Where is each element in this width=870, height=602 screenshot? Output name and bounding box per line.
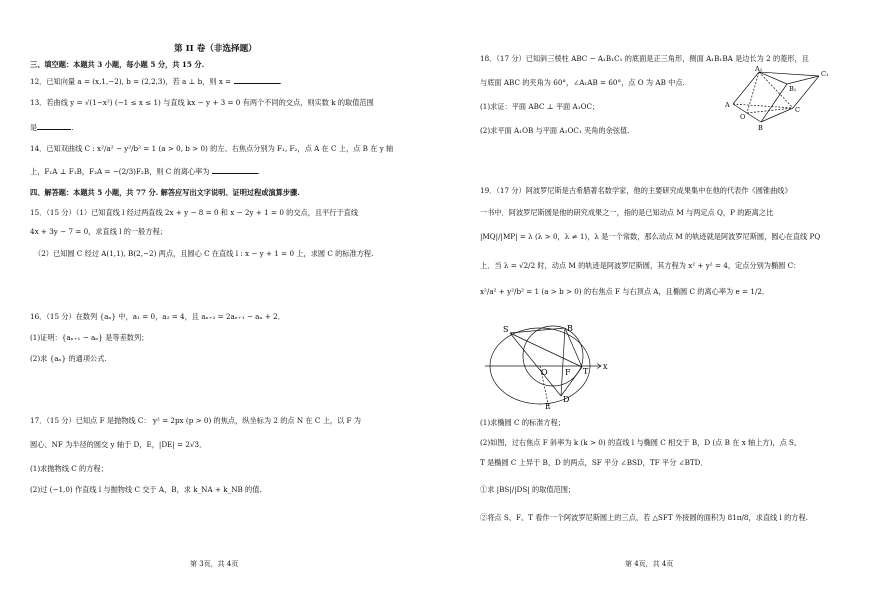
question-16-line3: (2)求 {aₙ} 的通项公式. xyxy=(30,354,107,363)
question-19-line10: ②将点 S、F、T 看作一个阿波罗尼斯圆上的三点，若 △SFT 外接圆的面积为 81π/8，求直线 l 的方程. xyxy=(480,513,808,522)
question-14-line2 xyxy=(30,166,260,176)
page-footer-right: 第 4页，共 4页 xyxy=(625,560,674,568)
question-13-line1: 13．若曲线 y = √(1−x²) (−1 ≤ x ≤ 1) 与直线 kx − y + 3 = 0 有两个不同的交点，则实数 k 的取值范围 xyxy=(30,98,374,107)
fig19-label-F: F xyxy=(565,368,571,377)
question-16-line2: (1)证明：{aₙ₊₁ − aₙ} 是等差数列； xyxy=(30,333,149,342)
fig19-label-S: S xyxy=(503,325,509,334)
question-12 xyxy=(30,76,282,86)
fig18-label-O: O xyxy=(740,113,746,121)
question-13-line2 xyxy=(30,122,74,132)
question-17-line1: 17．（15 分）已知点 F 是抛物线 C： y² = 2px (p > 0) 的焦点，纵坐标为 2 的点 N 在 C 上，以 F 为 xyxy=(30,416,361,425)
question-19-line3: |MQ|/|MP| = λ (λ > 0，λ ≠ 1)，λ 是一个常数，那么动点 M 的轨迹就是阿波罗尼斯圆，圆心在直线 PQ xyxy=(480,232,821,241)
fig18-label-B1: B₁ xyxy=(789,85,797,93)
fig19-label-D: D xyxy=(563,395,570,404)
fig18-label-B: B xyxy=(758,124,763,132)
question-19-line9: ①求 |BS|/|DS| 的取值范围； xyxy=(480,485,576,494)
q12-answer-blank xyxy=(234,76,280,84)
question-18-line1: 18．（17 分）已知斜三棱柱 ABC − A₁B₁C₁ 的底面是正三角形，侧面 A₁B₁BA 是边长为 2 的菱形，且 xyxy=(480,54,809,63)
q13-answer-blank xyxy=(37,122,74,132)
question-18-line2: 与底面 ABC 的夹角为 60°，∠A₁AB = 60°，点 O 为 AB 中点. xyxy=(480,78,685,87)
question-19-line4: 上．当 λ = √2/2 时，动点 M 的轨迹是阿波罗尼斯圆，其方程为 x² + y² = 4，定点分别为椭圆 C： xyxy=(480,261,801,270)
q14-post: . xyxy=(257,167,261,176)
question-16-line1: 16．（15 分）在数列 {aₙ} 中，a₁ = 0，a₂ = 4，且 aₙ₊₂ = 2aₙ₊₁ − aₙ + 2． xyxy=(30,312,285,321)
section-solutions-heading: 四、解答题：本题共 5 小题，共 77 分. 解答应写出文字说明、证明过程或演算步骤. xyxy=(30,188,300,197)
fig18-label-A1: A₁ xyxy=(755,65,763,73)
fig19-label-B: B xyxy=(567,324,573,333)
q12-text: 12．已知向量 a = (x,1,−2), b = (2,2,3)，若 a ⊥ b，则 x = xyxy=(30,77,232,86)
fig19-label-T: T xyxy=(583,367,589,376)
question-17-line3: (1)求抛物线 C 的方程； xyxy=(30,464,108,473)
fig19-label-x: x xyxy=(603,362,608,371)
fig18-label-A: A xyxy=(725,101,730,109)
question-17-line4: (2)过 (−1,0) 作直线 l 与抛物线 C 交于 A，B，求 k_NA + k_NB 的值. xyxy=(30,485,262,494)
question-14-line1: 14．已知双曲线 C : x²/a² − y²/b² = 1 (a > 0, b > 0) 的左、右焦点分别为 F₁, F₂，点 A 在 C 上，点 B 在 y 轴 xyxy=(30,144,394,153)
fig18-label-C: C xyxy=(795,106,800,114)
fig18-label-C1: C₁ xyxy=(821,70,829,78)
page-footer-left: 第 3页，共 4页 xyxy=(190,560,239,568)
question-18-line4: (2)求平面 A₁OB 与平面 A₁OC₁ 夹角的余弦值. xyxy=(480,126,630,135)
ellipse-figure xyxy=(485,318,615,410)
question-15-line3: （2）已知圆 C 经过 A(1,1), B(2,−2) 两点，且圆心 C 在直线 l : x − y + 1 = 0 上，求圆 C 的标准方程. xyxy=(34,249,374,258)
question-15-line1: 15．（15 分）（1）已知直线 l 经过两直线 2x + y − 8 = 0 和 x − 2y + 1 = 0 的交点，且平行于直线 xyxy=(30,208,359,217)
question-17-line2: 圆心、NF 为半径的圆交 y 轴于 D，E，|DE| = 2√3． xyxy=(30,440,207,449)
q14-text: 上，F₁A ⊥ F₁B，F₂A = −(2/3)F₂B，则 C 的离心率为 xyxy=(30,167,210,176)
section-fill-in-heading: 三、填空题：本题共 3 小题，每小题 5 分，共 15 分. xyxy=(30,60,205,69)
q12-post: . xyxy=(279,77,282,86)
question-19-line7: (2)如图，过右焦点 F 斜率为 k (k > 0) 的直线 l 与椭圆 C 相交于 B，D (点 B 在 x 轴上方)，点 S， xyxy=(480,438,802,447)
q13-post: . xyxy=(71,123,74,132)
right-page xyxy=(435,0,870,602)
question-15-line2: 4x + 3y − 7 = 0，求直线 l 的一般方程； xyxy=(30,227,167,236)
q14-answer-blank xyxy=(212,166,261,176)
prism-figure xyxy=(725,64,835,134)
q13-text: 是 xyxy=(30,123,38,132)
fig19-label-O: O xyxy=(541,368,548,377)
fig19-label-E: E xyxy=(545,402,551,410)
question-18-line3: (1)求证：平面 ABC ⊥ 平面 A₁OC； xyxy=(480,102,600,111)
question-19-line2: 一书中．阿波罗尼斯圆是他的研究成果之一，指的是已知动点 M 与两定点 Q，P 的距离之比 xyxy=(480,208,774,217)
question-19-line1: 19．（17 分）阿波罗尼斯是古希腊著名数学家，他的主要研究成果集中在他的代表作《圆锥曲线》 xyxy=(480,186,792,195)
question-19-line5: x²/a² + y²/b² = 1 (a > b > 0) 的右焦点 F 与右顶点 A，且椭圆 C 的离心率为 e = 1/2． xyxy=(480,287,770,296)
question-19-line6: (1)求椭圆 C 的标准方程； xyxy=(480,418,565,427)
question-19-line8: T 是椭圆 C 上异于 B，D 的两点，SF 平分 ∠BSD，TF 平分 ∠BTD． xyxy=(480,458,708,467)
part-title: 第 II 卷（非选择题） xyxy=(174,44,257,54)
